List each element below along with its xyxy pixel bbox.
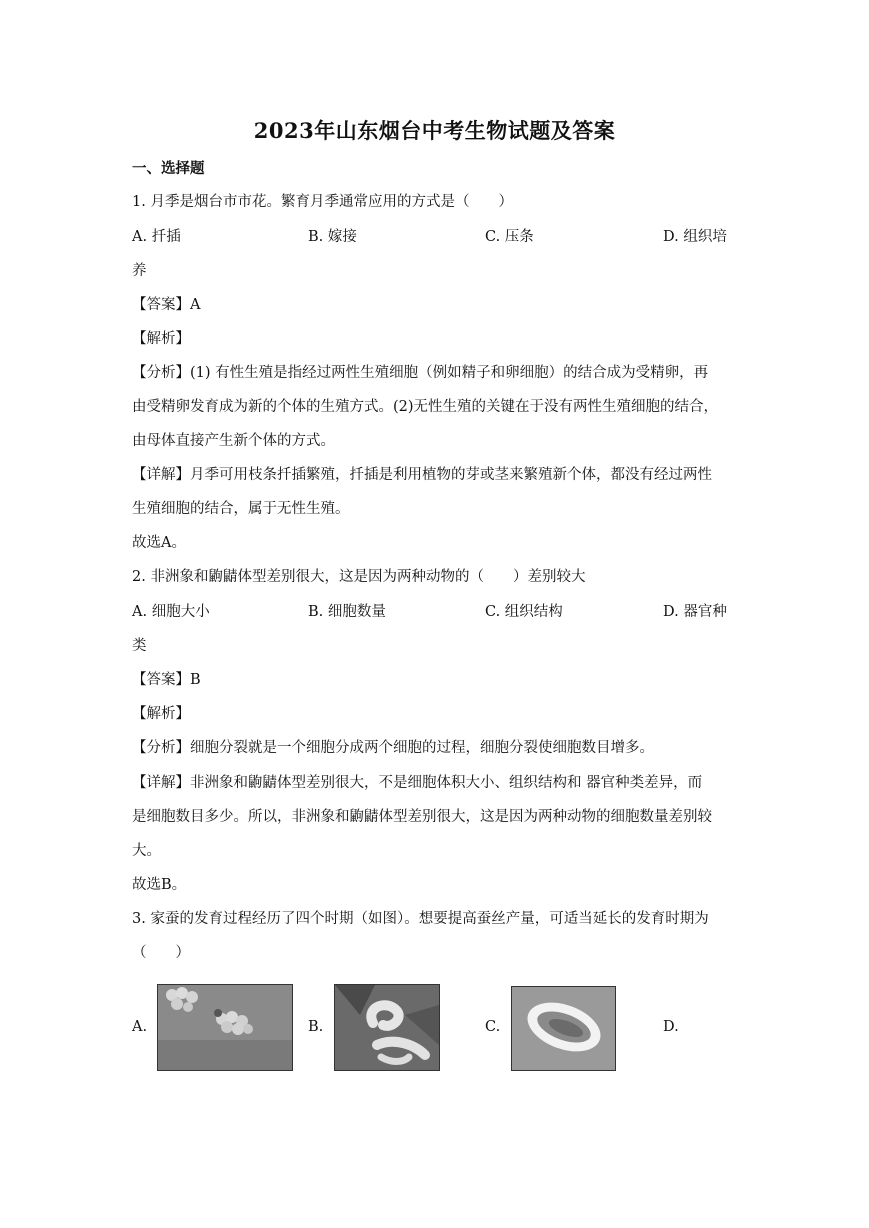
q3-option-c: C. [485, 1019, 501, 1035]
q2-option-d-wrap: 类 [132, 638, 147, 654]
q1-fenxi-line: 由受精卵发育成为新的个体的生殖方式。(2)无性生殖的关键在于没有两性生殖细胞的结合， [132, 399, 719, 415]
q3-stem-wrap: （ ） [132, 945, 190, 961]
q1-fenxi-line: 由母体直接产生新个体的方式。 [132, 433, 335, 449]
section-heading: 一、选择题 [132, 160, 205, 177]
q2-jiexi: 【解析】 [132, 706, 190, 722]
q1-jiexi: 【解析】 [132, 331, 190, 347]
q2-fenxi-line: 【分析】细胞分裂就是一个细胞分成两个细胞的过程，细胞分裂使细胞数目增多。 [132, 740, 654, 756]
q2-answer: 【答案】B [132, 672, 201, 688]
q3-option-a: A. [132, 1019, 148, 1035]
q3-option-d: D. [663, 1019, 679, 1035]
q1-option-b: B. 嫁接 [308, 229, 357, 245]
silkworm-larvae-image [334, 984, 440, 1071]
q1-xiangjie-line: 生殖细胞的结合，属于无性生殖。 [132, 501, 350, 517]
q2-option-b: B. 细胞数量 [308, 604, 386, 620]
q1-fenxi-line: 【分析】(1) 有性生殖是指经过两性生殖细胞（例如精子和卵细胞）的结合成为受精卵，再 [132, 365, 709, 381]
silkworm-eggs-image [157, 984, 293, 1071]
q1-xiangjie-line: 【详解】月季可用枝条扦插繁殖，扦插是利用植物的芽或茎来繁殖新个体，都没有经过两性 [132, 467, 712, 483]
q2-xiangjie-line: 【详解】非洲象和鼩鼱体型差别很大，不是细胞体积大小、组织结构和 器官种类差异，而 [132, 775, 703, 791]
q2-option-c: C. 组织结构 [485, 604, 563, 620]
q1-choose: 故选A。 [132, 535, 186, 551]
q1-option-a: A. 扦插 [132, 229, 181, 245]
silkworm-cocoon-image [511, 986, 616, 1071]
q1-option-c: C. 压条 [485, 229, 534, 245]
q2-option-a: A. 细胞大小 [132, 604, 210, 620]
q1-option-d-wrap: 养 [132, 263, 147, 279]
q1-stem: 1. 月季是烟台市市花。繁育月季通常应用的方式是（ ） [132, 194, 513, 210]
q2-xiangjie-line: 大。 [132, 843, 161, 859]
q2-choose: 故选B。 [132, 877, 187, 893]
q1-option-d: D. 组织培 [663, 229, 727, 245]
q1-answer: 【答案】A [132, 297, 201, 313]
q2-xiangjie-line: 是细胞数目多少。所以，非洲象和鼩鼱体型差别很大，这是因为两种动物的细胞数量差别较 [132, 809, 712, 825]
q2-stem: 2. 非洲象和鼩鼱体型差别很大，这是因为两种动物的（ ）差别较大 [132, 569, 586, 585]
q2-option-d: D. 器官种 [663, 604, 727, 620]
q3-stem: 3. 家蚕的发育过程经历了四个时期（如图）。想要提高蚕丝产量，可适当延长的发育时期为 [132, 911, 709, 927]
q3-option-b: B. [308, 1019, 324, 1035]
page-title: 2023年山东烟台中考生物试题及答案 [253, 118, 616, 143]
